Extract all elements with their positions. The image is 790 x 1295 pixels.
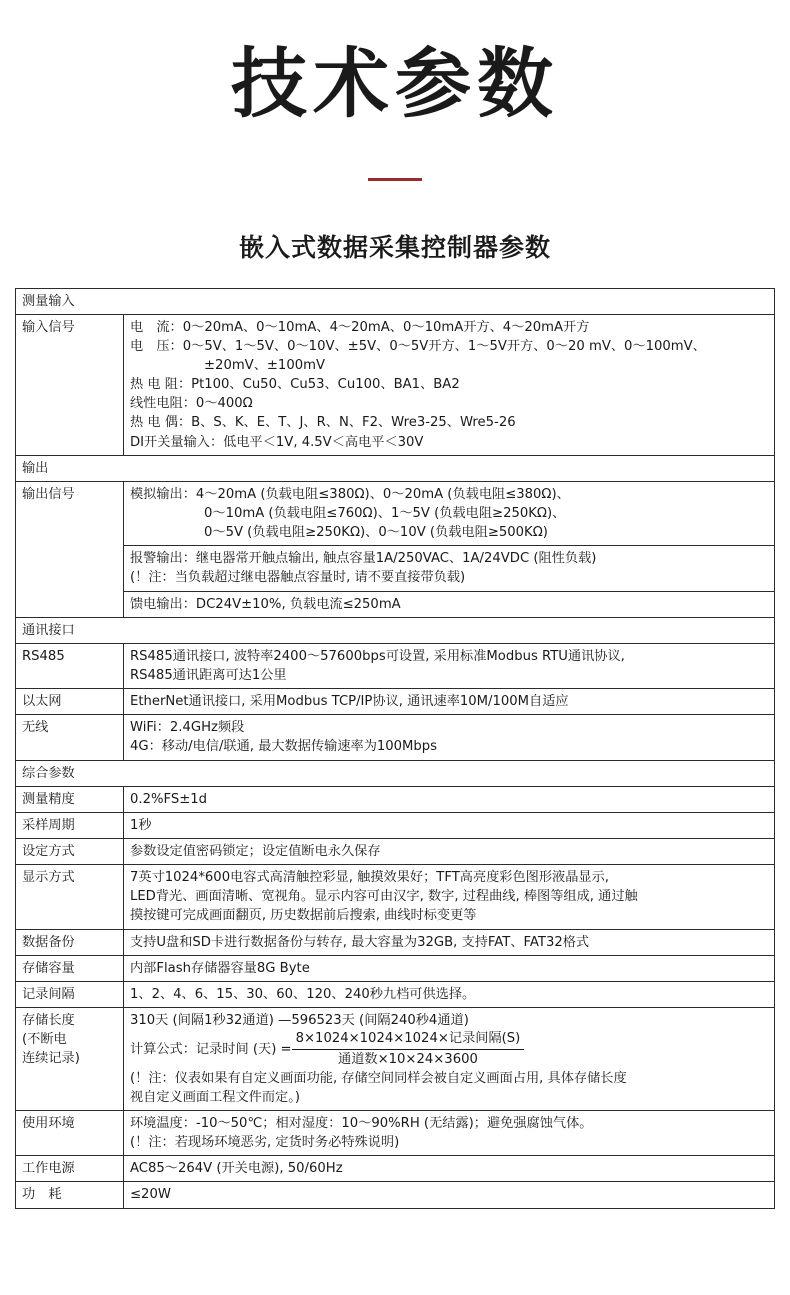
row-label-environment: 使用环境 xyxy=(16,1111,124,1156)
spec-table xyxy=(15,288,775,1209)
display-line-2: LED背光、画面清晰、宽视角。显示内容可由汉字, 数字, 过程曲线, 棒图等组成, 通过触 xyxy=(130,889,638,905)
rs485-line-2: RS485通讯距离可达1公里 xyxy=(130,667,287,683)
row-value-output-analog xyxy=(124,481,775,545)
row-value-rs485 xyxy=(124,643,775,688)
section-header-general: 综合参数 xyxy=(16,760,775,786)
row-label-wireless: 无线 xyxy=(16,715,124,760)
row-label-setting: 设定方式 xyxy=(16,838,124,864)
row-label-rs485: RS485 xyxy=(16,643,124,688)
row-value-wireless xyxy=(124,715,775,760)
row-label-display: 显示方式 xyxy=(16,865,124,929)
table-row xyxy=(16,643,775,688)
table-row xyxy=(16,715,775,760)
table-row xyxy=(16,546,775,591)
row-value-input-signal xyxy=(124,314,775,455)
output-alarm-line-2: (！注：当负载超过继电器触点容量时, 请不要直接带负载) xyxy=(130,570,466,586)
table-row xyxy=(16,591,775,617)
row-value-ethernet xyxy=(124,689,775,715)
row-label-input-signal: 输入信号 xyxy=(16,314,124,455)
row-value-power: AC85～264V (开关电源), 50/60Hz xyxy=(124,1156,775,1182)
row-label-backup: 数据备份 xyxy=(16,929,124,955)
row-value-setting: 参数设定值密码锁定；设定值断电永久保存 xyxy=(124,838,775,864)
table-row xyxy=(16,617,775,643)
storage-length-label-1: 存储长度 xyxy=(22,1012,75,1028)
display-line-1: 7英寸1024*600电容式高清触控彩显, 触摸效果好；TFT高亮度彩色图形液晶显示, xyxy=(130,870,610,886)
section-header-comm: 通讯接口 xyxy=(16,617,775,643)
row-value-storage-length xyxy=(124,1007,775,1110)
table-row xyxy=(16,955,775,981)
table-row xyxy=(16,838,775,864)
row-value-accuracy: 0.2%FS±1d xyxy=(124,786,775,812)
row-label-storage-length xyxy=(16,1007,124,1110)
output-analog-line-3: 0～5V (负载电阻≥250KΩ)、0～10V (负载电阻≥500KΩ) xyxy=(204,525,548,541)
row-value-display xyxy=(124,865,775,929)
table-row xyxy=(16,288,775,314)
row-label-consumption: 功 耗 xyxy=(16,1182,124,1208)
row-label-accuracy: 测量精度 xyxy=(16,786,124,812)
display-line-3: 摸按键可完成画面翻页, 历史数据前后搜索, 曲线时标变更等 xyxy=(130,908,477,924)
table-row xyxy=(16,981,775,1007)
row-value-output-feed xyxy=(124,591,775,617)
input-line-3: ±20mV、±100mV xyxy=(204,358,325,374)
table-row xyxy=(16,812,775,838)
output-analog-line-2: 0～10mA (负载电阻≤760Ω)、1～5V (负载电阻≥250KΩ)、 xyxy=(204,506,566,521)
row-value-backup: 支持U盘和SD卡进行数据备份与转存, 最大容量为32GB, 支持FAT、FAT32格式 xyxy=(124,929,775,955)
row-label-sampling: 采样周期 xyxy=(16,812,124,838)
wireless-line-1: WiFi：2.4GHz频段 xyxy=(130,720,245,736)
row-value-consumption: ≤20W xyxy=(124,1182,775,1208)
storage-length-fraction xyxy=(292,1030,525,1069)
table-row xyxy=(16,929,775,955)
fraction-denominator: 通道数×10×24×3600 xyxy=(338,1051,478,1067)
row-label-ethernet: 以太网 xyxy=(16,689,124,715)
row-label-interval: 记录间隔 xyxy=(16,981,124,1007)
row-value-output-alarm xyxy=(124,546,775,591)
row-value-storage-capacity: 内部Flash存储器容量8G Byte xyxy=(124,955,775,981)
table-row xyxy=(16,760,775,786)
table-row xyxy=(16,1111,775,1156)
page-subtitle: 嵌入式数据采集控制器参数 xyxy=(238,232,551,262)
output-alarm-line-1: 报警输出：继电器常开触点输出, 触点容量1A/250VAC、1A/24VDC (阻性负载) xyxy=(130,551,597,567)
environment-line-1: 环境温度：-10～50℃；相对湿度：10～90%RH (无结露)；避免强腐蚀气体。 xyxy=(130,1116,593,1131)
output-analog-line-1: 模拟输出：4～20mA (负载电阻≤380Ω)、0～20mA (负载电阻≤380Ω)、 xyxy=(130,486,570,502)
wireless-line-2: 4G：移动/电信/联通, 最大数据传输速率为100Mbps xyxy=(130,739,438,755)
storage-length-first-line: 310天 (间隔1秒32通道) —596523天 (间隔240秒4通道) xyxy=(130,1012,469,1028)
ethernet-line-1: EtherNet通讯接口, 采用Modbus TCP/IP协议, 通讯速率10M/100M自适应 xyxy=(130,694,569,710)
input-line-6: 热 电 偶：B、S、K、E、T、J、R、N、F2、Wre3-25、Wre5-26 xyxy=(130,415,516,431)
row-label-output-signal: 输出信号 xyxy=(16,481,124,617)
title-divider-wrap xyxy=(0,168,790,186)
storage-length-note-1: (！注：仪表如果有自定义画面功能, 存储空间同样会被自定义画面占用, 具体存储长度 xyxy=(130,1070,627,1086)
input-line-2: 电 压：0～5V、1～5V、0～10V、±5V、0～5V开方、1～5V开方、0～20 mV、0～100mV、 xyxy=(130,338,706,354)
page-title: 技术参数 xyxy=(231,39,559,128)
table-row xyxy=(16,1182,775,1208)
row-value-sampling: 1秒 xyxy=(124,812,775,838)
table-row xyxy=(16,455,775,481)
storage-length-note-2: 视自定义画面工程文件而定。) xyxy=(130,1089,300,1105)
row-label-power: 工作电源 xyxy=(16,1156,124,1182)
storage-length-formula-label: 计算公式：记录时间 (天) = xyxy=(130,1041,292,1057)
input-line-7: DI开关量输入：低电平＜1V, 4.5V＜高电平＜30V xyxy=(130,434,424,450)
storage-length-label-2: (不断电 xyxy=(22,1032,67,1048)
table-row xyxy=(16,865,775,929)
table-row xyxy=(16,689,775,715)
input-line-5: 线性电阻：0～400Ω xyxy=(130,396,253,412)
fraction-numerator: 8×1024×1024×1024×记录间隔(S) xyxy=(292,1030,525,1050)
table-row xyxy=(16,786,775,812)
environment-line-2: (！注：若现场环境恶劣, 定货时务必特殊说明) xyxy=(130,1135,400,1151)
section-header-input: 测量输入 xyxy=(16,288,775,314)
input-line-4: 热 电 阻：Pt100、Cu50、Cu53、Cu100、BA1、BA2 xyxy=(130,377,460,393)
title-divider xyxy=(368,178,422,181)
storage-length-label-3: 连续记录) xyxy=(22,1051,80,1067)
row-value-environment xyxy=(124,1111,775,1156)
section-header-output: 输出 xyxy=(16,455,775,481)
output-feed-line-1: 馈电输出：DC24V±10%, 负载电流≤250mA xyxy=(130,596,401,612)
rs485-line-1: RS485通讯接口, 波特率2400～57600bps可设置, 采用标准Modbus RTU通讯协议, xyxy=(130,648,625,664)
row-value-interval: 1、2、4、6、15、30、60、120、240秒九档可供选择。 xyxy=(124,981,775,1007)
table-row xyxy=(16,314,775,455)
row-label-storage-capacity: 存储容量 xyxy=(16,955,124,981)
table-row xyxy=(16,481,775,545)
table-row xyxy=(16,1156,775,1182)
input-line-1: 电 流：0～20mA、0～10mA、4～20mA、0～10mA开方、4～20mA开方 xyxy=(130,319,590,335)
storage-length-formula xyxy=(130,1030,768,1069)
table-row xyxy=(16,1007,775,1110)
